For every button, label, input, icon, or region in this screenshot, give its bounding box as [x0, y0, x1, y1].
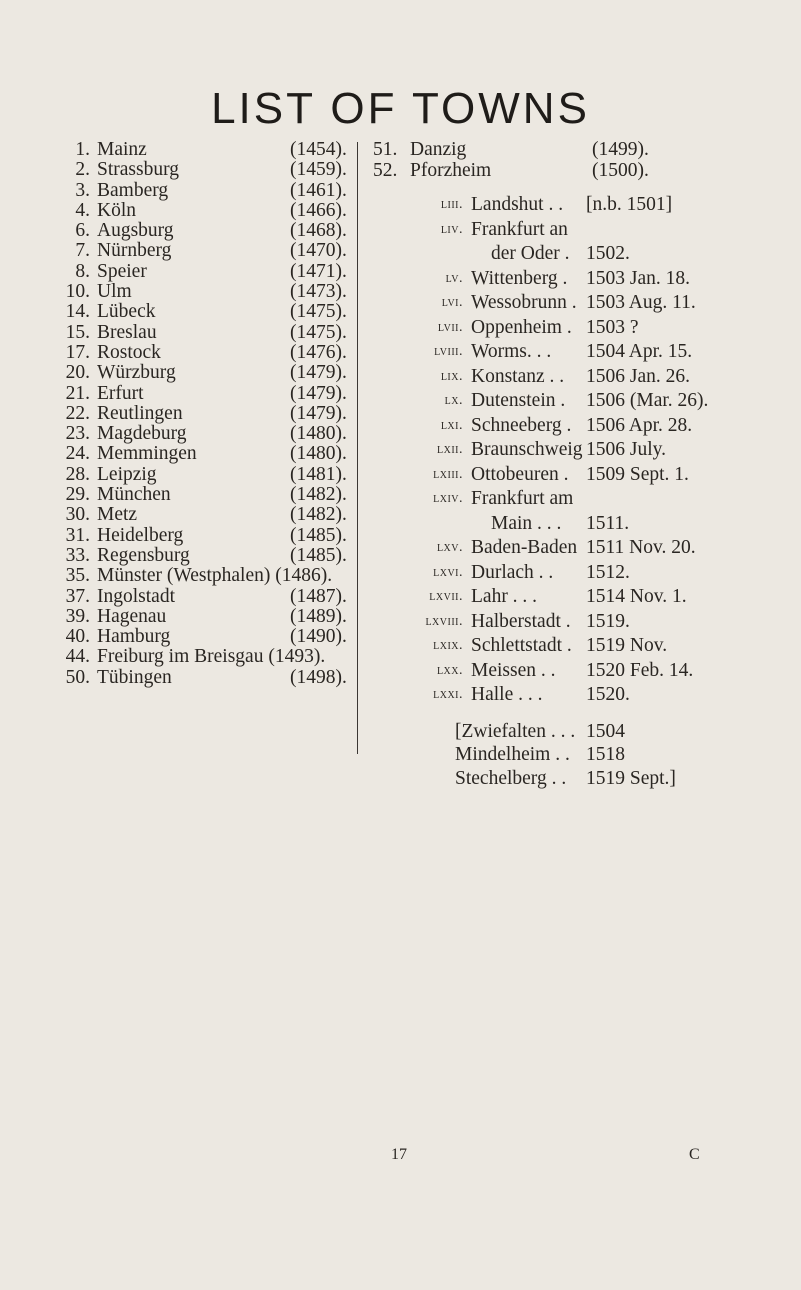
- list-item: [373, 365, 793, 390]
- entry-number: 21.: [65, 382, 90, 404]
- town-date: 1503 Aug. 11.: [586, 292, 696, 314]
- list-item: [60, 384, 350, 404]
- town-date: (1473).: [290, 281, 347, 303]
- town-name: Frankfurt am: [471, 488, 574, 510]
- list-item: [373, 414, 793, 439]
- roman-numeral: lx.: [444, 393, 463, 409]
- entry-number: 10.: [65, 281, 90, 303]
- entry-number: 50.: [65, 666, 90, 688]
- town-name: Köln: [97, 199, 136, 221]
- list-item: [373, 743, 793, 767]
- town-name: Hagenau: [97, 605, 167, 627]
- entry-number: 2.: [75, 159, 90, 181]
- town-date: (1475).: [290, 321, 347, 343]
- town-name: Schneeberg .: [471, 414, 572, 436]
- roman-numeral: lvi.: [441, 295, 463, 311]
- town-date: 1504: [586, 720, 625, 742]
- list-item: [60, 505, 350, 525]
- town-date: 1509 Sept. 1.: [586, 463, 689, 485]
- town-name: Danzig: [410, 139, 467, 160]
- list-item: [373, 767, 793, 791]
- town-date: 1519 Sept.]: [586, 767, 676, 789]
- list-item: [373, 267, 793, 292]
- roman-numeral: lix.: [440, 368, 463, 384]
- town-name: Pforzheim: [410, 159, 492, 181]
- list-item: [60, 526, 350, 546]
- town-date: (1489).: [290, 605, 347, 627]
- town-date: 1506 July.: [586, 439, 666, 461]
- town-date: (1459).: [290, 159, 347, 181]
- entry-number: 30.: [65, 504, 90, 526]
- entry-number: 44.: [65, 646, 90, 668]
- town-name: Speier: [97, 260, 147, 282]
- town-name: Meissen . .: [471, 659, 556, 681]
- list-item: [60, 201, 350, 221]
- town-name: Wittenberg .: [471, 267, 568, 289]
- town-name: Würzburg: [97, 362, 176, 384]
- town-name: Main . . .: [491, 512, 562, 534]
- list-item: [60, 424, 350, 444]
- entry-number: 22.: [65, 402, 90, 424]
- list-item: [373, 585, 793, 610]
- town-date: (1454).: [290, 139, 347, 160]
- list-item: [60, 566, 350, 586]
- town-date: 1506 (Mar. 26).: [586, 390, 709, 412]
- town-name: Schlettstadt .: [471, 635, 572, 657]
- town-date: (1480).: [290, 423, 347, 445]
- entry-number: 23.: [65, 423, 90, 445]
- town-name: Heidelberg: [97, 524, 184, 546]
- entry-number: 17.: [65, 341, 90, 363]
- list-item: [60, 282, 350, 302]
- town-date: 1502.: [586, 243, 630, 265]
- town-name: Mindelheim . .: [455, 744, 570, 766]
- town-date: (1470).: [290, 240, 347, 262]
- town-name: der Oder .: [491, 243, 570, 265]
- entry-number: 52.: [373, 159, 398, 181]
- entry-number: 28.: [65, 463, 90, 485]
- town-date: 1506 Jan. 26.: [586, 365, 690, 387]
- town-name: Münster (Westphalen) (1486).: [97, 565, 333, 587]
- entry-number: 35.: [65, 565, 90, 587]
- town-name: Erfurt: [97, 382, 144, 404]
- list-item: [60, 181, 350, 201]
- signature-mark: C: [689, 1146, 700, 1163]
- town-name: Stechelberg . .: [455, 767, 567, 789]
- list-item: [60, 343, 350, 363]
- entry-number: 20.: [65, 362, 90, 384]
- list-item: [60, 465, 350, 485]
- town-date: (1479).: [290, 382, 347, 404]
- town-name: Worms. . .: [471, 341, 552, 363]
- town-name: Halberstadt .: [471, 610, 571, 632]
- town-date: (1468).: [290, 220, 347, 242]
- list-item: [60, 647, 350, 667]
- list-item: [373, 536, 793, 561]
- list-item: [373, 561, 793, 586]
- list-item: [373, 193, 793, 218]
- entry-number: 29.: [65, 484, 90, 506]
- town-date: (1487).: [290, 585, 347, 607]
- list-item: [60, 302, 350, 322]
- town-date: (1479).: [290, 362, 347, 384]
- town-date: [n.b. 1501]: [586, 194, 673, 216]
- list-item: [60, 668, 350, 688]
- town-date: (1476).: [290, 341, 347, 363]
- town-name: Rostock: [97, 341, 161, 363]
- town-date: 1511.: [586, 512, 630, 534]
- list-item: [60, 221, 350, 241]
- list-item: [60, 607, 350, 627]
- town-date: (1498).: [290, 666, 347, 688]
- town-date: (1490).: [290, 626, 347, 648]
- town-date: 1503 ?: [586, 316, 639, 338]
- town-name: Lahr . . .: [471, 586, 538, 608]
- town-name: Freiburg im Breisgau (1493).: [97, 646, 326, 668]
- list-item: [60, 404, 350, 424]
- list-item: [60, 140, 350, 160]
- list-item: [60, 363, 350, 383]
- entry-number: 4.: [75, 199, 90, 221]
- town-name: Reutlingen: [97, 402, 183, 424]
- list-item: [373, 438, 793, 463]
- left-column: [60, 140, 350, 688]
- town-name: Breslau: [97, 321, 157, 343]
- list-item: [60, 485, 350, 505]
- town-name: Ingolstadt: [97, 585, 175, 607]
- town-date: 1520 Feb. 14.: [586, 659, 694, 681]
- roman-numeral: lxvii.: [429, 589, 463, 605]
- town-name: München: [97, 484, 171, 506]
- list-item: [373, 140, 793, 161]
- town-date: 1519.: [586, 610, 630, 632]
- roman-numeral: liii.: [440, 197, 463, 213]
- entry-number: 1.: [75, 139, 90, 160]
- town-name: Leipzig: [97, 463, 157, 485]
- town-name: Tübingen: [97, 666, 172, 688]
- roman-numeral: lxv.: [436, 540, 463, 556]
- roman-numeral: lvii.: [437, 319, 463, 335]
- town-date: 1506 Apr. 28.: [586, 414, 693, 436]
- town-name: Augsburg: [97, 220, 174, 242]
- list-item: [373, 610, 793, 635]
- list-item: [60, 444, 350, 464]
- list-item: [373, 340, 793, 365]
- page-number: 17: [391, 1146, 407, 1163]
- right-column: [373, 140, 793, 790]
- entry-number: 14.: [65, 301, 90, 323]
- list-item: [373, 659, 793, 684]
- town-date: (1475).: [290, 301, 347, 323]
- list-item: [373, 389, 793, 414]
- town-name: Landshut . .: [471, 194, 564, 216]
- roman-numeral: lxii.: [437, 442, 463, 458]
- town-date: (1485).: [290, 544, 347, 566]
- town-date: 1511 Nov. 20.: [586, 537, 696, 559]
- town-name: Durlach . .: [471, 561, 554, 583]
- town-name: Konstanz . .: [471, 365, 565, 387]
- town-date: 1519 Nov.: [586, 635, 668, 657]
- town-date: 1520.: [586, 684, 630, 706]
- entry-number: 6.: [75, 220, 90, 242]
- town-name: Bamberg: [97, 179, 169, 201]
- roman-numeral: lxiii.: [433, 466, 463, 482]
- town-name: Nürnberg: [97, 240, 172, 262]
- list-item: [373, 242, 793, 267]
- list-item: [373, 291, 793, 316]
- town-date: (1499).: [592, 139, 649, 160]
- town-name: Braunschweig: [471, 439, 583, 461]
- town-date: (1461).: [290, 179, 347, 201]
- list-item: [60, 323, 350, 343]
- page-title: LIST OF TOWNS: [211, 84, 590, 133]
- list-item: [373, 634, 793, 659]
- list-item: [373, 683, 793, 708]
- entry-number: 8.: [75, 260, 90, 282]
- roman-numeral: lxx.: [436, 662, 463, 678]
- list-item: [373, 218, 793, 243]
- town-name: Ulm: [97, 281, 132, 303]
- town-date: 1504 Apr. 15.: [586, 341, 693, 363]
- roman-numeral: lxviii.: [425, 613, 463, 629]
- town-date: (1479).: [290, 402, 347, 424]
- list-item: [373, 720, 793, 744]
- list-item: [60, 546, 350, 566]
- entry-number: 15.: [65, 321, 90, 343]
- town-name: [Zwiefalten . . .: [455, 720, 576, 742]
- town-date: (1466).: [290, 199, 347, 221]
- roman-numeral: lxvi.: [433, 564, 463, 580]
- roman-numeral: lxiv.: [433, 491, 463, 507]
- town-name: Baden-Baden: [471, 537, 578, 559]
- town-name: Magdeburg: [97, 423, 187, 445]
- entry-number: 33.: [65, 544, 90, 566]
- roman-numeral: lviii.: [434, 344, 463, 360]
- town-name: Frankfurt an: [471, 218, 568, 240]
- roman-numeral: lxix.: [433, 638, 463, 654]
- list-item: [60, 160, 350, 180]
- town-date: (1500).: [592, 159, 649, 181]
- town-name: Halle . . .: [471, 684, 543, 706]
- town-date: (1481).: [290, 463, 347, 485]
- roman-numeral: lv.: [445, 270, 463, 286]
- town-name: Strassburg: [97, 159, 179, 181]
- town-date: (1482).: [290, 484, 347, 506]
- roman-numeral: lxxi.: [433, 687, 463, 703]
- list-item: [60, 262, 350, 282]
- town-name: Hamburg: [97, 626, 171, 648]
- town-name: Ottobeuren .: [471, 463, 569, 485]
- entry-number: 31.: [65, 524, 90, 546]
- town-date: (1480).: [290, 443, 347, 465]
- list-item: [373, 512, 793, 537]
- list-item: [60, 241, 350, 261]
- town-name: Memmingen: [97, 443, 197, 465]
- town-date: 1512.: [586, 561, 630, 583]
- town-name: Mainz: [97, 139, 147, 160]
- town-name: Metz: [97, 504, 138, 526]
- town-name: Lübeck: [97, 301, 156, 323]
- roman-numeral: lxi.: [440, 417, 463, 433]
- town-name: Regensburg: [97, 544, 190, 566]
- town-date: (1471).: [290, 260, 347, 282]
- entry-number: 37.: [65, 585, 90, 607]
- town-name: Oppenheim .: [471, 316, 572, 338]
- town-date: 1518: [586, 744, 625, 766]
- list-item: [373, 316, 793, 341]
- list-item: [60, 587, 350, 607]
- town-date: (1485).: [290, 524, 347, 546]
- town-name: Wessobrunn .: [471, 292, 577, 314]
- town-date: (1482).: [290, 504, 347, 526]
- roman-numeral: liv.: [440, 221, 463, 237]
- entry-number: 51.: [373, 139, 398, 160]
- column-divider: [357, 142, 358, 754]
- entry-number: 3.: [75, 179, 90, 201]
- town-date: 1503 Jan. 18.: [586, 267, 690, 289]
- entry-number: 7.: [75, 240, 90, 262]
- town-date: 1514 Nov. 1.: [586, 586, 687, 608]
- list-item: [373, 487, 793, 512]
- town-name: Dutenstein .: [471, 390, 566, 412]
- list-item: [373, 463, 793, 488]
- list-item: [60, 627, 350, 647]
- entry-number: 39.: [65, 605, 90, 627]
- list-item: [373, 161, 793, 182]
- entry-number: 40.: [65, 626, 90, 648]
- entry-number: 24.: [65, 443, 90, 465]
